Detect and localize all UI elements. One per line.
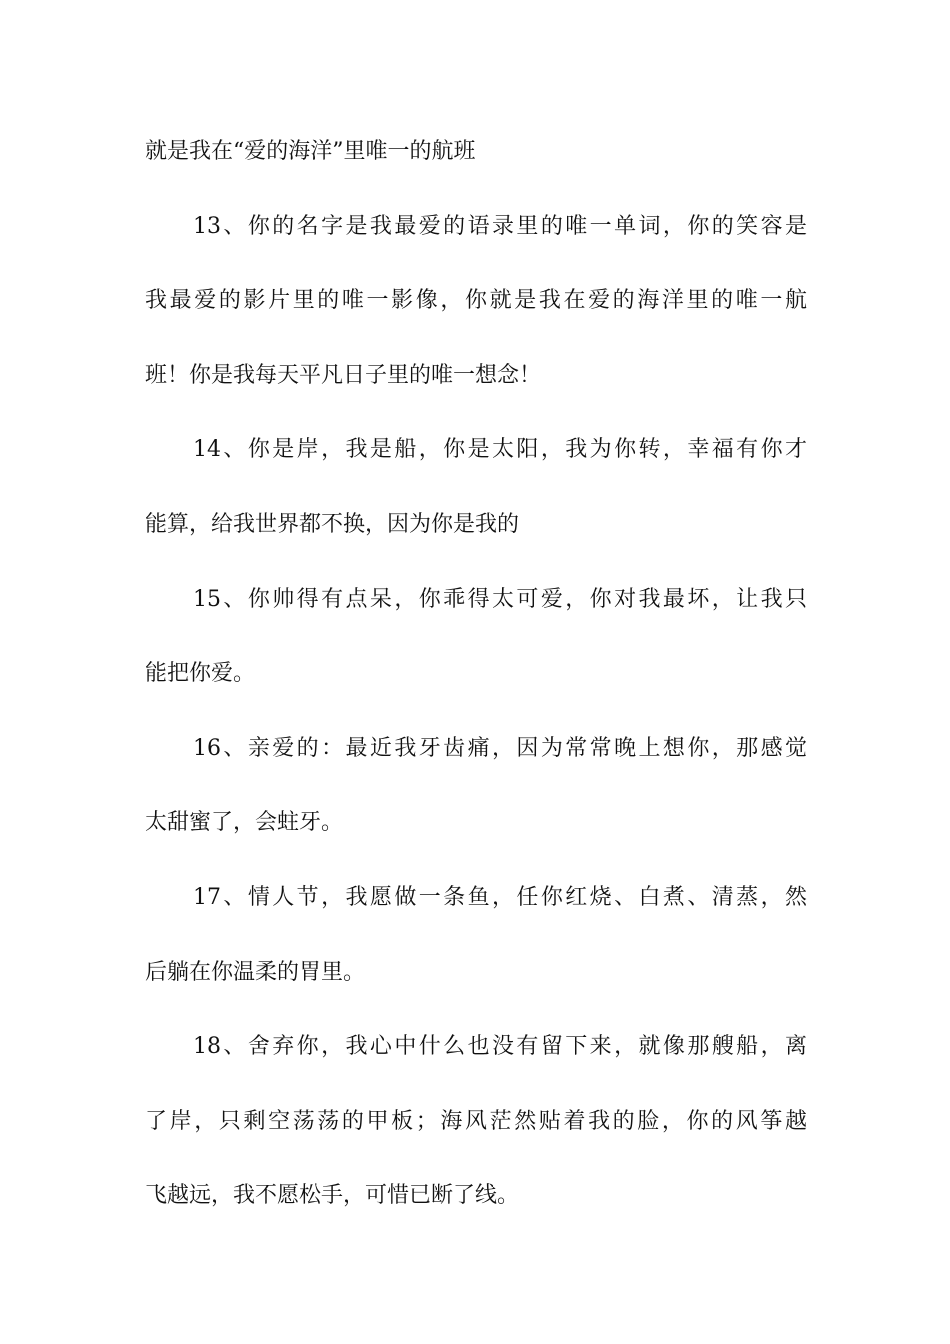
- text-line: 了岸，只剩空荡荡的甲板；海风茫然贴着我的脸，你的风筝越: [145, 1108, 807, 1134]
- text-line: 17、情人节，我愿做一条鱼，任你红烧、白煮、清蒸，然: [193, 884, 807, 910]
- text-line: 太甜蜜了，会蛀牙。: [145, 810, 344, 836]
- text-line: 班！你是我每天平凡日子里的唯一想念！: [145, 362, 542, 388]
- text-line: 15、你帅得有点呆，你乖得太可爱，你对我最坏，让我只: [193, 586, 807, 612]
- text-line: 14、你是岸，我是船，你是太阳，我为你转，幸福有你才: [193, 437, 807, 463]
- text-line: 16、亲爱的：最近我牙齿痛，因为常常晚上想你，那感觉: [193, 735, 807, 761]
- body-text: [145, 130, 807, 1249]
- text-line: 能把你爱。: [145, 661, 256, 687]
- text-line: 13、你的名字是我最爱的语录里的唯一单词，你的笑容是: [193, 213, 807, 239]
- text-line: 飞越远，我不愿松手，可惜已断了线。: [145, 1183, 520, 1209]
- text-line: 就是我在“爱的海洋”里唯一的航班: [145, 139, 476, 164]
- text-line: 后躺在你温柔的胃里。: [145, 959, 366, 985]
- text-line: 18、舍弃你，我心中什么也没有留下来，就像那艘船，离: [193, 1034, 807, 1060]
- text-line: 我最爱的影片里的唯一影像，你就是我在爱的海洋里的唯一航: [145, 288, 807, 314]
- text-line: 能算，给我世界都不换，因为你是我的: [145, 511, 520, 537]
